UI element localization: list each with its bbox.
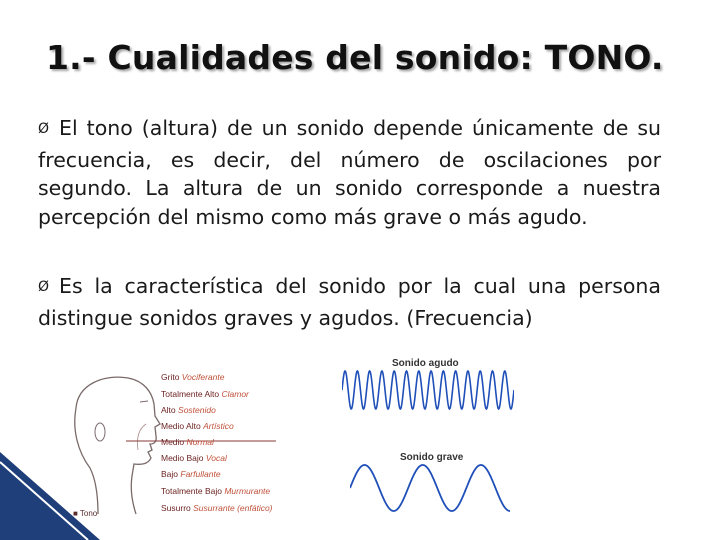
low-frequency-wave <box>350 462 510 514</box>
bullet-arrow-icon: Ø <box>38 279 50 295</box>
scale-item: Grito Vociferante <box>161 372 225 382</box>
legend-tono: ■ Tono <box>73 509 98 518</box>
scale-item: Alto Sostenido <box>161 405 216 415</box>
corner-decoration <box>0 440 110 540</box>
scale-item: Medio Alto Artístico <box>161 421 234 431</box>
high-frequency-wave <box>342 368 514 412</box>
bullet-paragraph-1 <box>38 114 661 231</box>
scale-item: Bajo Farfullante <box>161 469 221 479</box>
slide-title: 1.- Cualidades del sonido: TONO. <box>46 38 664 77</box>
scale-item: Totalmente Alto Clamor <box>161 389 249 399</box>
scale-item: Susurro Susurrante (enfático) <box>161 503 273 513</box>
scale-item: Medio Normal <box>161 437 214 447</box>
scale-item: Totalmente Bajo Murmurante <box>161 486 271 496</box>
low-pitch-label: Sonido grave <box>400 452 464 463</box>
high-pitch-label: Sonido agudo <box>392 358 459 369</box>
bullet-text-2: Es la característica del sonido por la cual una persona distingue sonidos graves y agudos. (Frecuencia) <box>38 274 661 330</box>
bullet-arrow-icon: Ø <box>38 121 50 137</box>
bullet-text-1: El tono (altura) de un sonido depende únicamente de su frecuencia, es decir, del número de oscilaciones por segundo. La altura de un sonido corresponde a nuestra percepción del mismo como más grave o más agudo. <box>38 116 661 229</box>
scale-item: Medio Bajo Vocal <box>161 453 227 463</box>
bullet-paragraph-2 <box>38 272 661 332</box>
